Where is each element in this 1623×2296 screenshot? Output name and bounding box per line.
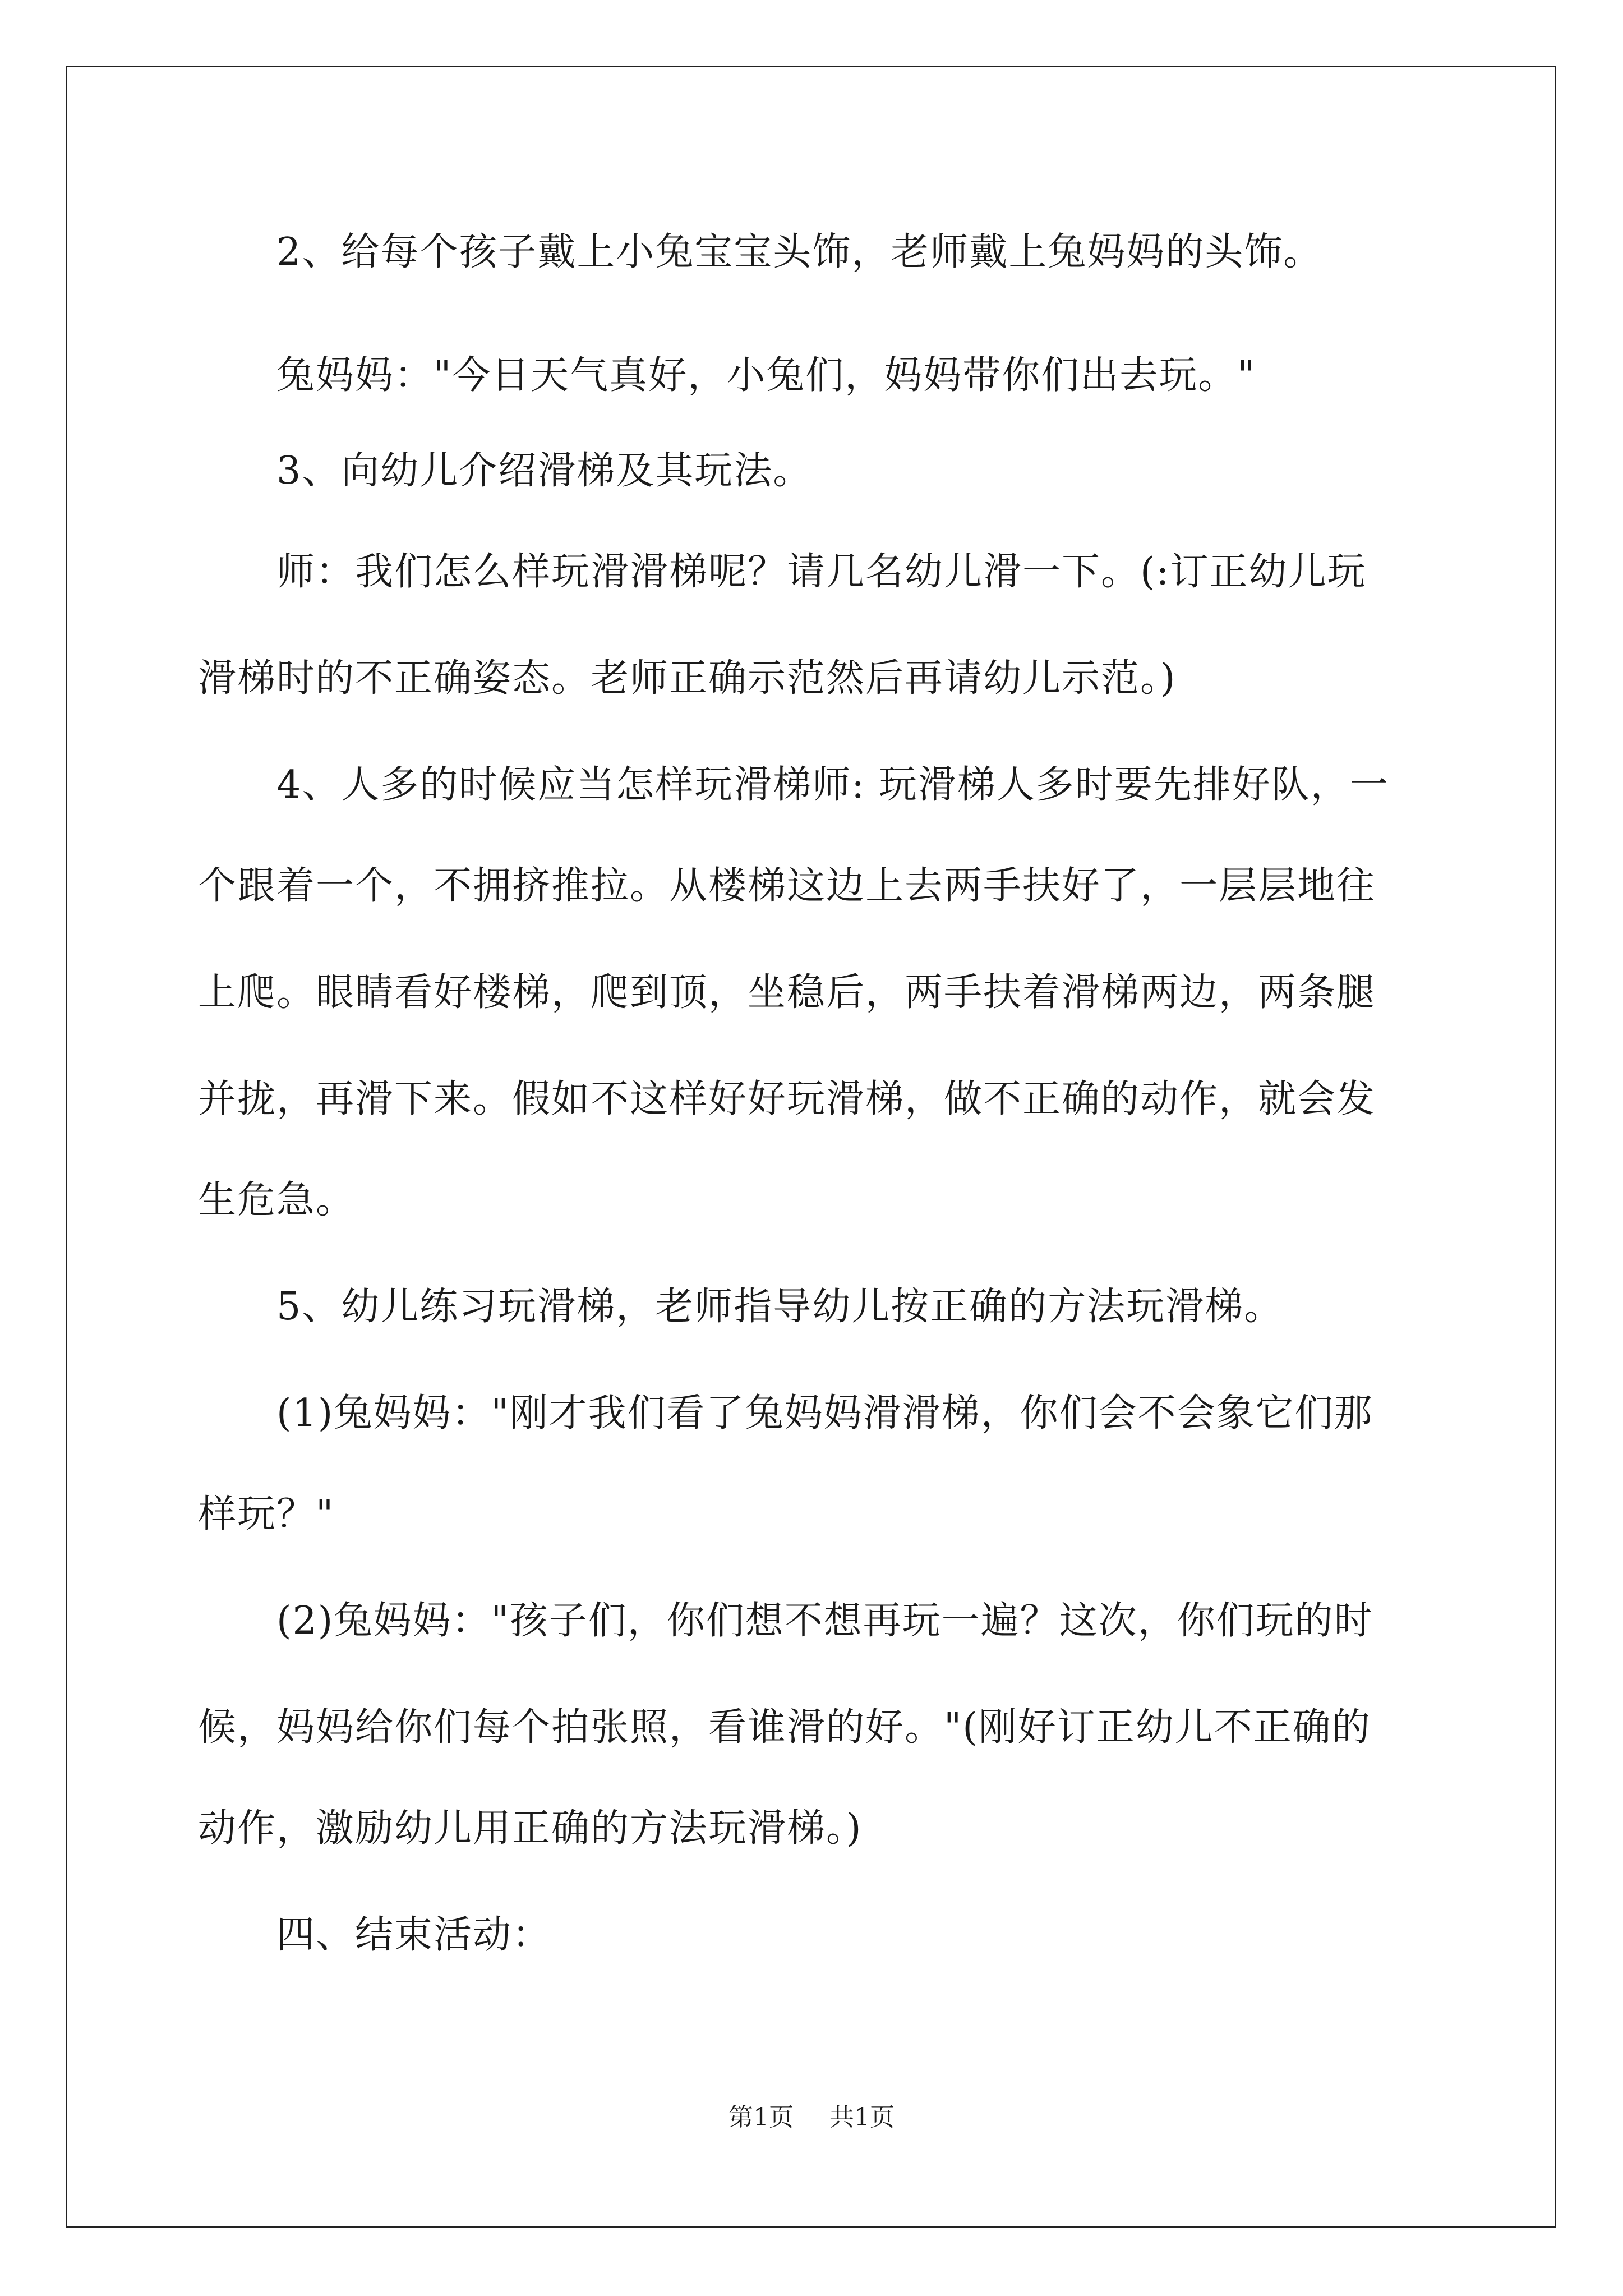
paragraph-line: 5、幼儿练习玩滑梯，老师指导幼儿按正确的方法玩滑梯。 — [276, 1285, 1284, 1329]
paragraph-line: 动作，激励幼儿用正确的方法玩滑梯。) — [198, 1806, 863, 1851]
paragraph-line: 生危急。 — [198, 1178, 356, 1222]
paragraph-line: 滑梯时的不正确姿态。老师正确示范然后再请幼儿示范。) — [198, 656, 1177, 701]
paragraph-line: 3、向幼儿介绍滑梯及其玩法。 — [276, 449, 813, 493]
paragraph-line: 4、人多的时候应当怎样玩滑梯师: 玩滑梯人多时要先排好队，一 — [276, 763, 1389, 807]
paragraph-line: 上爬。眼睛看好楼梯，爬到顶，坐稳后，两手扶着滑梯两边，两条腿 — [198, 970, 1376, 1015]
page-number-total: 共1页 — [829, 2103, 895, 2132]
page-number-current: 第1页 — [728, 2103, 794, 2132]
paragraph-line: 2、给每个孩子戴上小兔宝宝头饰，老师戴上兔妈妈的头饰。 — [276, 230, 1323, 274]
paragraph-line: 四、结束活动： — [276, 1913, 552, 1957]
paragraph-line: (1)兔妈妈："刚才我们看了兔妈妈滑滑梯，你们会不会象它们那 — [276, 1391, 1373, 1435]
paragraph-line: 候，妈妈给你们每个拍张照，看谁滑的好。"(刚好订正幼儿不正确的 — [198, 1705, 1371, 1750]
paragraph-line: 兔妈妈："今日天气真好，小兔们，妈妈带你们出去玩。" — [276, 353, 1256, 398]
paragraph-line: 并拢，再滑下来。假如不这样好好玩滑梯，做不正确的动作，就会发 — [198, 1077, 1376, 1121]
paragraph-line: 师：我们怎么样玩滑滑梯呢？请几名幼儿滑一下。(:订正幼儿玩 — [276, 550, 1367, 594]
page-footer — [0, 2101, 1623, 2134]
paragraph-line: (2)兔妈妈："孩子们，你们想不想再玩一遍？这次，你们玩的时 — [276, 1599, 1373, 1643]
paragraph-line: 个跟着一个，不拥挤推拉。从楼梯这边上去两手扶好了，一层层地往 — [198, 864, 1376, 908]
paragraph-line: 样玩？" — [198, 1492, 335, 1536]
